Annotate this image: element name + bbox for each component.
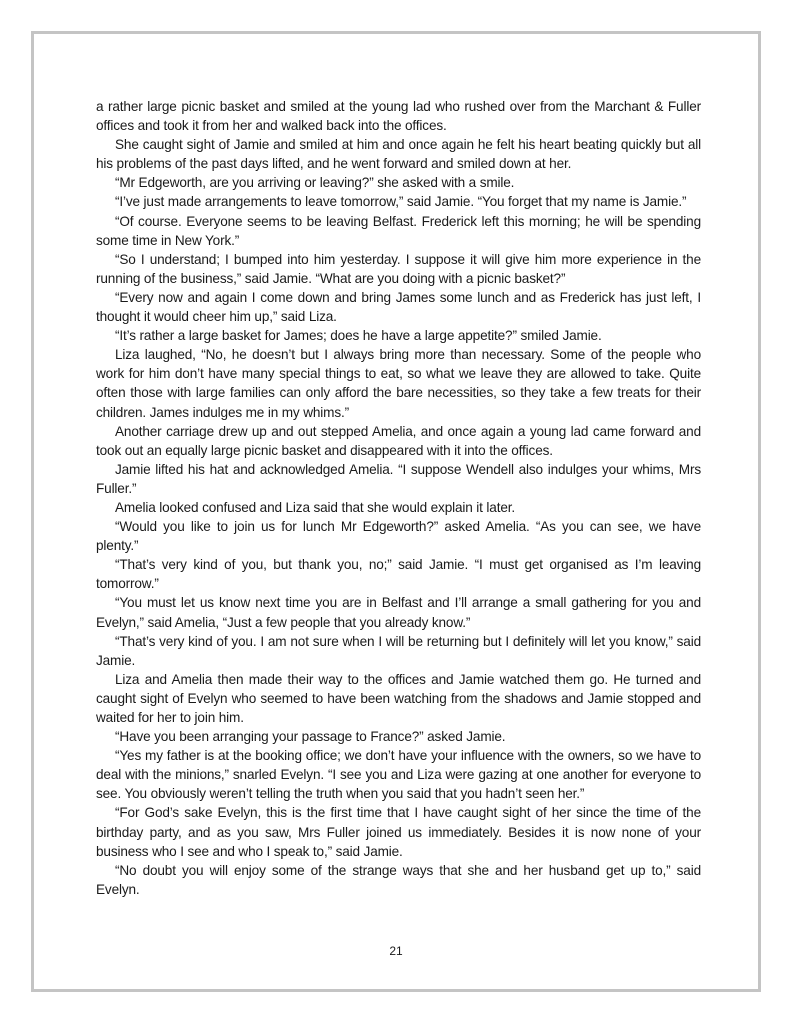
page-number: 21	[389, 944, 403, 958]
paragraph: “Mr Edgeworth, are you arriving or leaving?” she asked with a smile.	[115, 175, 515, 191]
paragraph: a rather large picnic basket and smiled at the young lad who rushed over from the Marchant & Fuller offices and took it from her and walked back into the offices.	[96, 99, 701, 134]
paragraph: Amelia looked confused and Liza said that she would explain it later.	[115, 499, 515, 515]
paragraph: Another carriage drew up and out stepped Amelia, and once again a young lad came forward and took out an equally large picnic basket and disappeared with it into the offices.	[96, 423, 701, 458]
paragraph: Jamie lifted his hat and acknowledged Amelia. “I suppose Wendell also indulges your whims, Mrs Fuller.”	[96, 461, 701, 496]
paragraph: “Have you been arranging your passage to France?” asked Jamie.	[115, 729, 506, 745]
paragraph: Liza and Amelia then made their way to the offices and Jamie watched them go. He turned and caught sight of Evelyn who seemed to have been watching from the shadows and Jamie stopped and waited for her to join him.	[96, 671, 701, 725]
paragraph: “That’s very kind of you. I am not sure when I will be returning but I definitely will let you know,” said Jamie.	[96, 633, 701, 668]
paragraph: “So I understand; I bumped into him yesterday. I suppose it will give him more experience in the running of the business,” said Jamie. “What are you doing with a picnic basket?”	[96, 251, 701, 286]
paragraph: “You must let us know next time you are in Belfast and I’ll arrange a small gathering for you and Evelyn,” said Amelia, “Just a few people that you already know.”	[96, 595, 701, 630]
paragraph: “I’ve just made arrangements to leave tomorrow,” said Jamie. “You forget that my name is Jamie.”	[115, 194, 687, 210]
body-text	[96, 97, 701, 899]
page-frame	[31, 31, 761, 992]
paragraph: “No doubt you will enjoy some of the strange ways that she and her husband get up to,” said Evelyn.	[96, 862, 701, 897]
paragraph: “Would you like to join us for lunch Mr Edgeworth?” asked Amelia. “As you can see, we have plenty.”	[96, 519, 701, 554]
paragraph: Liza laughed, “No, he doesn’t but I always bring more than necessary. Some of the people who work for him don’t have many special things to eat, so what we leave they are allowed to take. Quite often those with large families can only afford the bare necessities, so they take a few treats for their children. James indulges me in my whims.”	[96, 347, 701, 420]
paragraph: “Of course. Everyone seems to be leaving Belfast. Frederick left this morning; he will be spending some time in New York.”	[96, 213, 701, 248]
paragraph: “That’s very kind of you, but thank you, no;” said Jamie. “I must get organised as I’m leaving tomorrow.”	[96, 557, 701, 592]
paragraph: “Yes my father is at the booking office; we don’t have your influence with the owners, so we have to deal with the minions,” snarled Evelyn. “I see you and Liza were gazing at one another for everyone to see. You obviously weren’t telling the truth when you said that you hadn’t seen her.”	[96, 748, 701, 802]
paragraph: “For God’s sake Evelyn, this is the first time that I have caught sight of her since the time of the birthday party, and as you saw, Mrs Fuller joined us immediately. Besides it is now none of your business who I see and who I speak to,” said Jamie.	[96, 805, 701, 859]
paragraph: “It’s rather a large basket for James; does he have a large appetite?” smiled Jamie.	[115, 328, 602, 344]
paragraph: “Every now and again I come down and bring James some lunch and as Frederick has just left, I thought it would cheer him up,” said Liza.	[96, 289, 701, 325]
paragraph: She caught sight of Jamie and smiled at him and once again he felt his heart beating quickly but all his problems of the past days lifted, and he went forward and smiled down at her.	[96, 137, 701, 172]
